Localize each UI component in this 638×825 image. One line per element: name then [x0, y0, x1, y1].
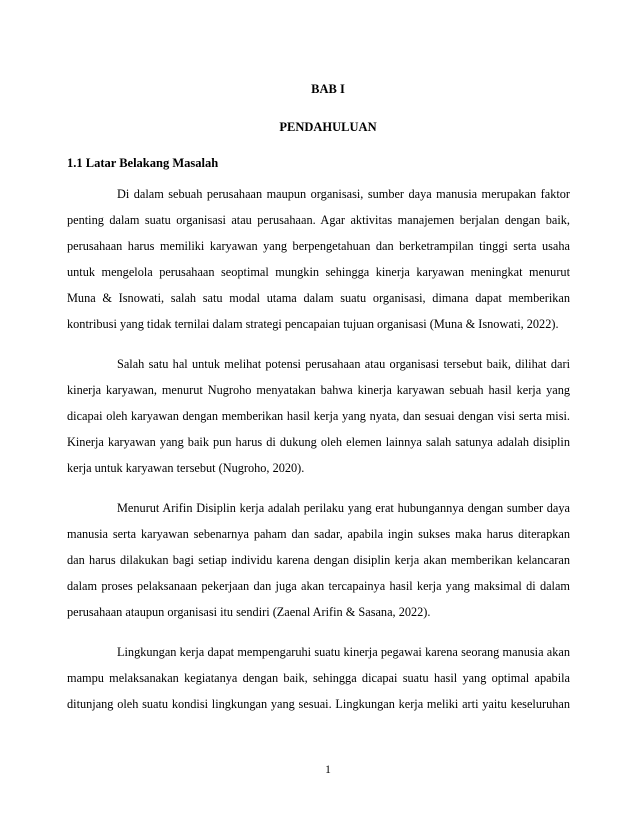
paragraph-line: Kinerja karyawan yang baik pun harus di dukung oleh elemen lainnya salah satunya adalah disiplin [67, 435, 570, 449]
paragraph [67, 495, 570, 625]
paragraph-line: manusia serta karyawan sebenarnya paham dan sadar, apabila ingin sukses maka harus diterapkan [67, 527, 570, 541]
page-number: 1 [325, 764, 331, 776]
paragraph-line: kerja untuk karyawan tersebut (Nugroho, 2020). [67, 461, 305, 475]
paragraph-line: kontribusi yang tidak ternilai dalam strategi pencapaian tujuan organisasi (Muna & Isnowati, 2022). [67, 317, 559, 331]
section-heading: 1.1 Latar Belakang Masalah [67, 156, 219, 170]
chapter-number: BAB I [311, 82, 345, 96]
paragraph-line: dalam proses pelaksanaan pekerjaan dan juga akan tercapainya hasil kerja yang maksimal di dalam [67, 579, 570, 593]
paragraph-line: Menurut Arifin Disiplin kerja adalah perilaku yang erat hubungannya dengan sumber daya [117, 501, 570, 515]
paragraph-line: dicapai oleh karyawan dengan memberikan hasil kerja yang nyata, dan sesuai dengan visi serta misi. [67, 409, 570, 423]
paragraph-line: perusahaan ataupun organisasi itu sendiri (Zaenal Arifin & Sasana, 2022). [67, 605, 431, 619]
paragraph-line: Lingkungan kerja dapat mempengaruhi suatu kinerja pegawai karena seorang manusia akan [117, 645, 570, 659]
paragraph [67, 639, 570, 717]
paragraph [67, 351, 570, 481]
paragraph-line: kinerja karyawan, menurut Nugroho menyatakan bahwa kinerja karyawan sebuah hasil kerja yang [67, 383, 570, 397]
paragraph [67, 181, 570, 337]
paragraph-line: ditunjang oleh suatu kondisi lingkungan yang sesuai. Lingkungan kerja meliki arti yaitu keseluruhan [67, 697, 570, 711]
paragraph-line: Salah satu hal untuk melihat potensi perusahaan atau organisasi tersebut baik, dilihat dari [117, 357, 570, 371]
paragraph-line: Di dalam sebuah perusahaan maupun organisasi, sumber daya manusia merupakan faktor [117, 187, 570, 201]
paragraph-line: mampu melaksanakan kegiatanya dengan baik, sehingga dicapai suatu hasil yang optimal apabila [67, 671, 570, 685]
paragraph-line: perusahaan harus memiliki karyawan yang berpengetahuan dan berketrampilan tinggi serta usaha [67, 239, 570, 253]
paragraph-line: dan harus dilakukan bagi setiap individu karena dengan disiplin kerja akan memberikan kelancaran [67, 553, 570, 567]
body-text [67, 181, 570, 731]
paragraph-line: untuk mengelola perusahaan seoptimal mungkin sehingga kinerja karyawan meningkat menurut [67, 265, 570, 279]
paragraph-line: penting dalam suatu organisasi atau perusahaan. Agar aktivitas manajemen berjalan dengan baik, [67, 213, 570, 227]
paragraph-line: Muna & Isnowati, salah satu modal utama dalam suatu organisasi, dimana dapat memberikan [67, 291, 570, 305]
chapter-title: PENDAHULUAN [279, 120, 377, 134]
